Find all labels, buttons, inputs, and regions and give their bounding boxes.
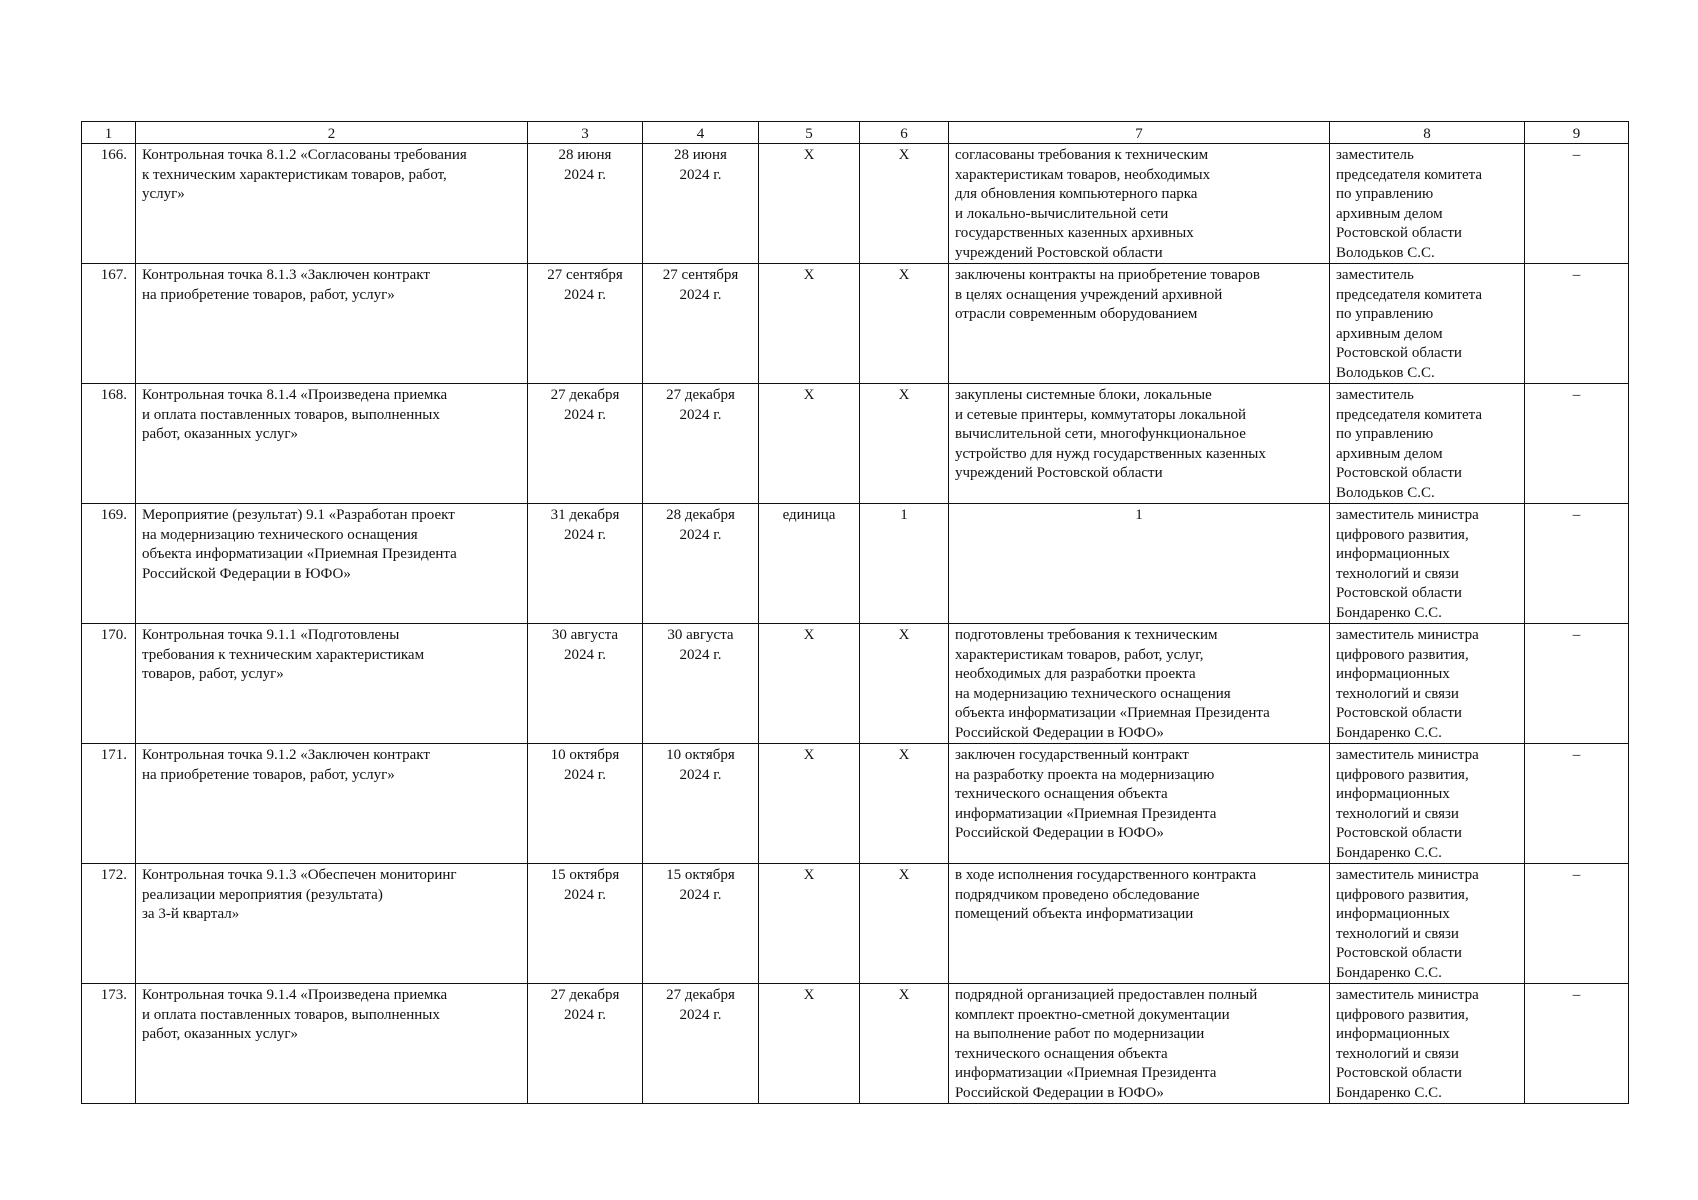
responsible: заместитель министра цифрового развития, информационных технологий и связи Ростовской области Бондаренко С.С. xyxy=(1330,744,1525,864)
note: – xyxy=(1525,624,1629,744)
value: Х xyxy=(860,144,949,264)
note: – xyxy=(1525,384,1629,504)
event-name: Контрольная точка 9.1.3 «Обеспечен мониторинг реализации мероприятия (результата) за 3-й квартал» xyxy=(136,864,528,984)
column-header-9: 9 xyxy=(1525,122,1629,144)
table-row xyxy=(82,624,1629,744)
row-number: 166. xyxy=(82,144,136,264)
result: 1 xyxy=(949,504,1330,624)
date-plan: 10 октября 2024 г. xyxy=(528,744,643,864)
unit: Х xyxy=(759,984,860,1104)
date-plan: 31 декабря 2024 г. xyxy=(528,504,643,624)
row-number: 171. xyxy=(82,744,136,864)
row-number: 173. xyxy=(82,984,136,1104)
date-fact: 15 октября 2024 г. xyxy=(643,864,759,984)
date-plan: 27 сентября 2024 г. xyxy=(528,264,643,384)
unit: Х xyxy=(759,744,860,864)
responsible: заместитель председателя комитета по управлению архивным делом Ростовской области Володьков С.С. xyxy=(1330,264,1525,384)
note: – xyxy=(1525,264,1629,384)
value: Х xyxy=(860,744,949,864)
date-fact: 28 декабря 2024 г. xyxy=(643,504,759,624)
unit: единица xyxy=(759,504,860,624)
table-row xyxy=(82,264,1629,384)
header-row xyxy=(82,122,1629,144)
value: Х xyxy=(860,384,949,504)
responsible: заместитель министра цифрового развития, информационных технологий и связи Ростовской области Бондаренко С.С. xyxy=(1330,864,1525,984)
table-row xyxy=(82,384,1629,504)
date-plan: 27 декабря 2024 г. xyxy=(528,984,643,1104)
note: – xyxy=(1525,984,1629,1104)
table-row xyxy=(82,984,1629,1104)
value: 1 xyxy=(860,504,949,624)
table-row xyxy=(82,144,1629,264)
column-header-3: 3 xyxy=(528,122,643,144)
unit: Х xyxy=(759,384,860,504)
unit: Х xyxy=(759,264,860,384)
column-header-2: 2 xyxy=(136,122,528,144)
row-number: 170. xyxy=(82,624,136,744)
responsible: заместитель председателя комитета по управлению архивным делом Ростовской области Володьков С.С. xyxy=(1330,144,1525,264)
event-name: Контрольная точка 8.1.3 «Заключен контракт на приобретение товаров, работ, услуг» xyxy=(136,264,528,384)
result: закуплены системные блоки, локальные и сетевые принтеры, коммутаторы локальной вычислительной сети, многофункциональное устройство для нужд государственных казенных учреждений Ростовской области xyxy=(949,384,1330,504)
date-plan: 28 июня 2024 г. xyxy=(528,144,643,264)
unit: Х xyxy=(759,624,860,744)
event-name: Контрольная точка 9.1.2 «Заключен контракт на приобретение товаров, работ, услуг» xyxy=(136,744,528,864)
result: подрядной организацией предоставлен полный комплект проектно-сметной документации на выполнение работ по модернизации технического оснащения объекта информатизации «Приемная Президента Российской Федерации в ЮФО» xyxy=(949,984,1330,1104)
date-plan: 27 декабря 2024 г. xyxy=(528,384,643,504)
table-row xyxy=(82,744,1629,864)
note: – xyxy=(1525,864,1629,984)
event-name: Контрольная точка 9.1.4 «Произведена приемка и оплата поставленных товаров, выполненных работ, оказанных услуг» xyxy=(136,984,528,1104)
date-fact: 28 июня 2024 г. xyxy=(643,144,759,264)
responsible: заместитель председателя комитета по управлению архивным делом Ростовской области Володьков С.С. xyxy=(1330,384,1525,504)
row-number: 167. xyxy=(82,264,136,384)
result: подготовлены требования к техническим характеристикам товаров, работ, услуг, необходимых для разработки проекта на модернизацию технического оснащения объекта информатизации «Приемная Президента Российской Федерации в ЮФО» xyxy=(949,624,1330,744)
column-header-8: 8 xyxy=(1330,122,1525,144)
date-fact: 10 октября 2024 г. xyxy=(643,744,759,864)
column-header-5: 5 xyxy=(759,122,860,144)
responsible: заместитель министра цифрового развития, информационных технологий и связи Ростовской области Бондаренко С.С. xyxy=(1330,504,1525,624)
unit: Х xyxy=(759,864,860,984)
date-fact: 27 сентября 2024 г. xyxy=(643,264,759,384)
value: Х xyxy=(860,264,949,384)
event-name: Контрольная точка 9.1.1 «Подготовлены требования к техническим характеристикам товаров, работ, услуг» xyxy=(136,624,528,744)
table-row xyxy=(82,504,1629,624)
column-header-7: 7 xyxy=(949,122,1330,144)
result: согласованы требования к техническим характеристикам товаров, необходимых для обновления компьютерного парка и локально-вычислительной сети государственных казенных архивных учреждений Ростовской области xyxy=(949,144,1330,264)
date-fact: 30 августа 2024 г. xyxy=(643,624,759,744)
result: в ходе исполнения государственного контракта подрядчиком проведено обследование помещений объекта информатизации xyxy=(949,864,1330,984)
column-header-6: 6 xyxy=(860,122,949,144)
unit: Х xyxy=(759,144,860,264)
result: заключен государственный контракт на разработку проекта на модернизацию технического оснащения объекта информатизации «Приемная Президента Российской Федерации в ЮФО» xyxy=(949,744,1330,864)
row-number: 172. xyxy=(82,864,136,984)
row-number: 169. xyxy=(82,504,136,624)
date-fact: 27 декабря 2024 г. xyxy=(643,384,759,504)
date-plan: 15 октября 2024 г. xyxy=(528,864,643,984)
event-name: Контрольная точка 8.1.2 «Согласованы требования к техническим характеристикам товаров, работ, услуг» xyxy=(136,144,528,264)
note: – xyxy=(1525,144,1629,264)
result: заключены контракты на приобретение товаров в целях оснащения учреждений архивной отрасли современным оборудованием xyxy=(949,264,1330,384)
value: Х xyxy=(860,864,949,984)
value: Х xyxy=(860,624,949,744)
responsible: заместитель министра цифрового развития, информационных технологий и связи Ростовской области Бондаренко С.С. xyxy=(1330,624,1525,744)
table-row xyxy=(82,864,1629,984)
report-table xyxy=(81,121,1629,1104)
event-name: Контрольная точка 8.1.4 «Произведена приемка и оплата поставленных товаров, выполненных работ, оказанных услуг» xyxy=(136,384,528,504)
column-header-4: 4 xyxy=(643,122,759,144)
column-header-1: 1 xyxy=(82,122,136,144)
note: – xyxy=(1525,744,1629,864)
row-number: 168. xyxy=(82,384,136,504)
date-plan: 30 августа 2024 г. xyxy=(528,624,643,744)
date-fact: 27 декабря 2024 г. xyxy=(643,984,759,1104)
note: – xyxy=(1525,504,1629,624)
event-name: Мероприятие (результат) 9.1 «Разработан проект на модернизацию технического оснащения объекта информатизации «Приемная Президента Российской Федерации в ЮФО» xyxy=(136,504,528,624)
value: Х xyxy=(860,984,949,1104)
responsible: заместитель министра цифрового развития, информационных технологий и связи Ростовской области Бондаренко С.С. xyxy=(1330,984,1525,1104)
